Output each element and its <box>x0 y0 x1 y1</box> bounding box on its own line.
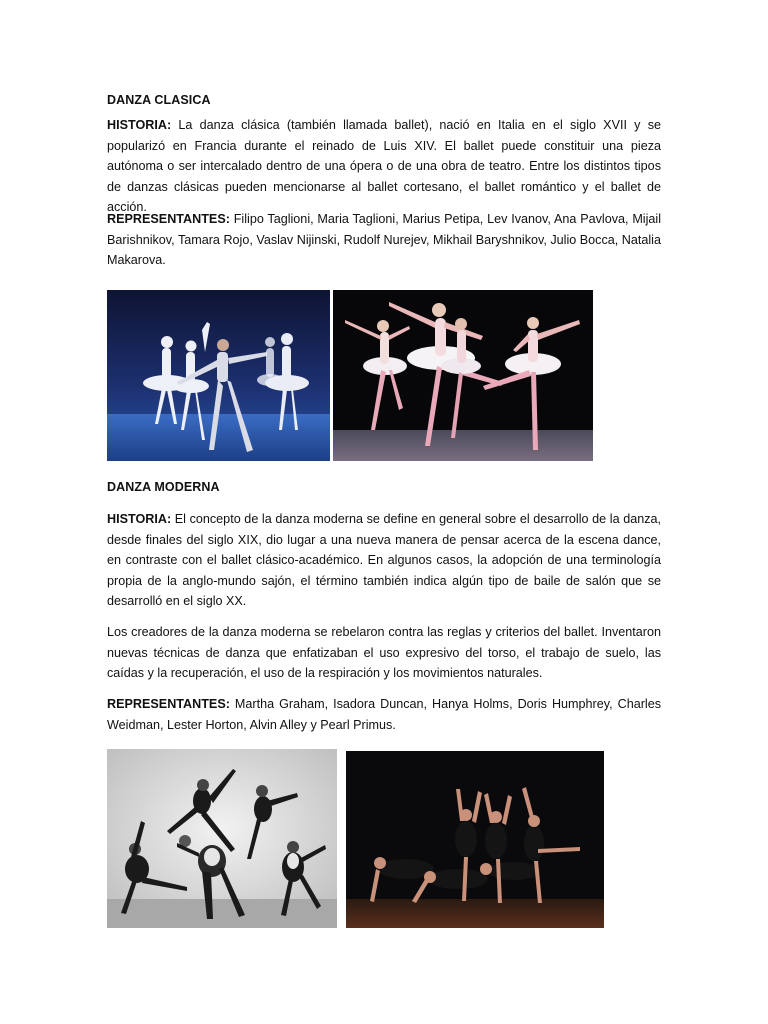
label-representantes: REPRESENTANTES: <box>107 212 230 226</box>
paragraph-representantes-moderna <box>107 694 661 735</box>
text-representantes: Filipo Taglioni, Maria Taglioni, Marius Petipa, Lev Ivanov, Ana Pavlova, Mijail Barishnikov, Tamara Rojo, Vaslav Nijinski, Rudolf Nurejev, Mikhail Baryshnikov, Julio Bocca, Natalia Makarova. <box>107 212 662 267</box>
ballet-photo-blue-stage <box>107 290 330 461</box>
label-historia: HISTORIA: <box>107 118 172 132</box>
section-title-clasica: DANZA CLASICA <box>107 93 211 107</box>
modern-dance-photo-stage <box>346 751 604 928</box>
modern-dance-photo-bw <box>107 749 337 928</box>
text-historia: El concepto de la danza moderna se define en general sobre el desarrollo de la danza, desde finales del siglo XIX, dio lugar a una nueva manera de pensar acerca de la escena dance, en contraste con el ballet clásico-académico. En algunos casos, la adopción de una terminología propia de la anglo-mundo sajón, el término también indica algún tipo de baile de salón que se desarrolló en el siglo XX. <box>107 512 662 608</box>
text-historia: La danza clásica (también llamada ballet), nació en Italia en el siglo XVII y se popularizó en Francia durante el reinado de Luis XIV. El ballet puede constituir una pieza autónoma o ser intercalado dentro de una ópera o de una obra de teatro. Entre los distintos tipos de danzas clásicas pueden mencionarse al ballet cortesano, el ballet romántico y el ballet de acción. <box>107 118 662 214</box>
label-representantes: REPRESENTANTES: <box>107 697 230 711</box>
label-historia: HISTORIA: <box>107 512 172 526</box>
paragraph-historia-clasica <box>107 115 661 218</box>
paragraph-representantes-clasica <box>107 209 661 271</box>
section-title-moderna: DANZA MODERNA <box>107 480 220 494</box>
text-creadores: Los creadores de la danza moderna se rebelaron contra las reglas y criterios del ballet. Inventaron nuevas técnicas de danza que enfatizaban el uso expresivo del torso, el trabajo de suelo, las caídas y la recuperación, el uso de la respiración y los movimientos naturales. <box>107 625 661 680</box>
ballet-photo-dark-stage <box>333 290 593 461</box>
text-representantes: Martha Graham, Isadora Duncan, Hanya Holms, Doris Humphrey, Charles Weidman, Lester Horton, Alvin Alley y Pearl Primus. <box>107 697 661 732</box>
paragraph-historia-moderna <box>107 509 661 612</box>
paragraph-creadores <box>107 622 661 684</box>
